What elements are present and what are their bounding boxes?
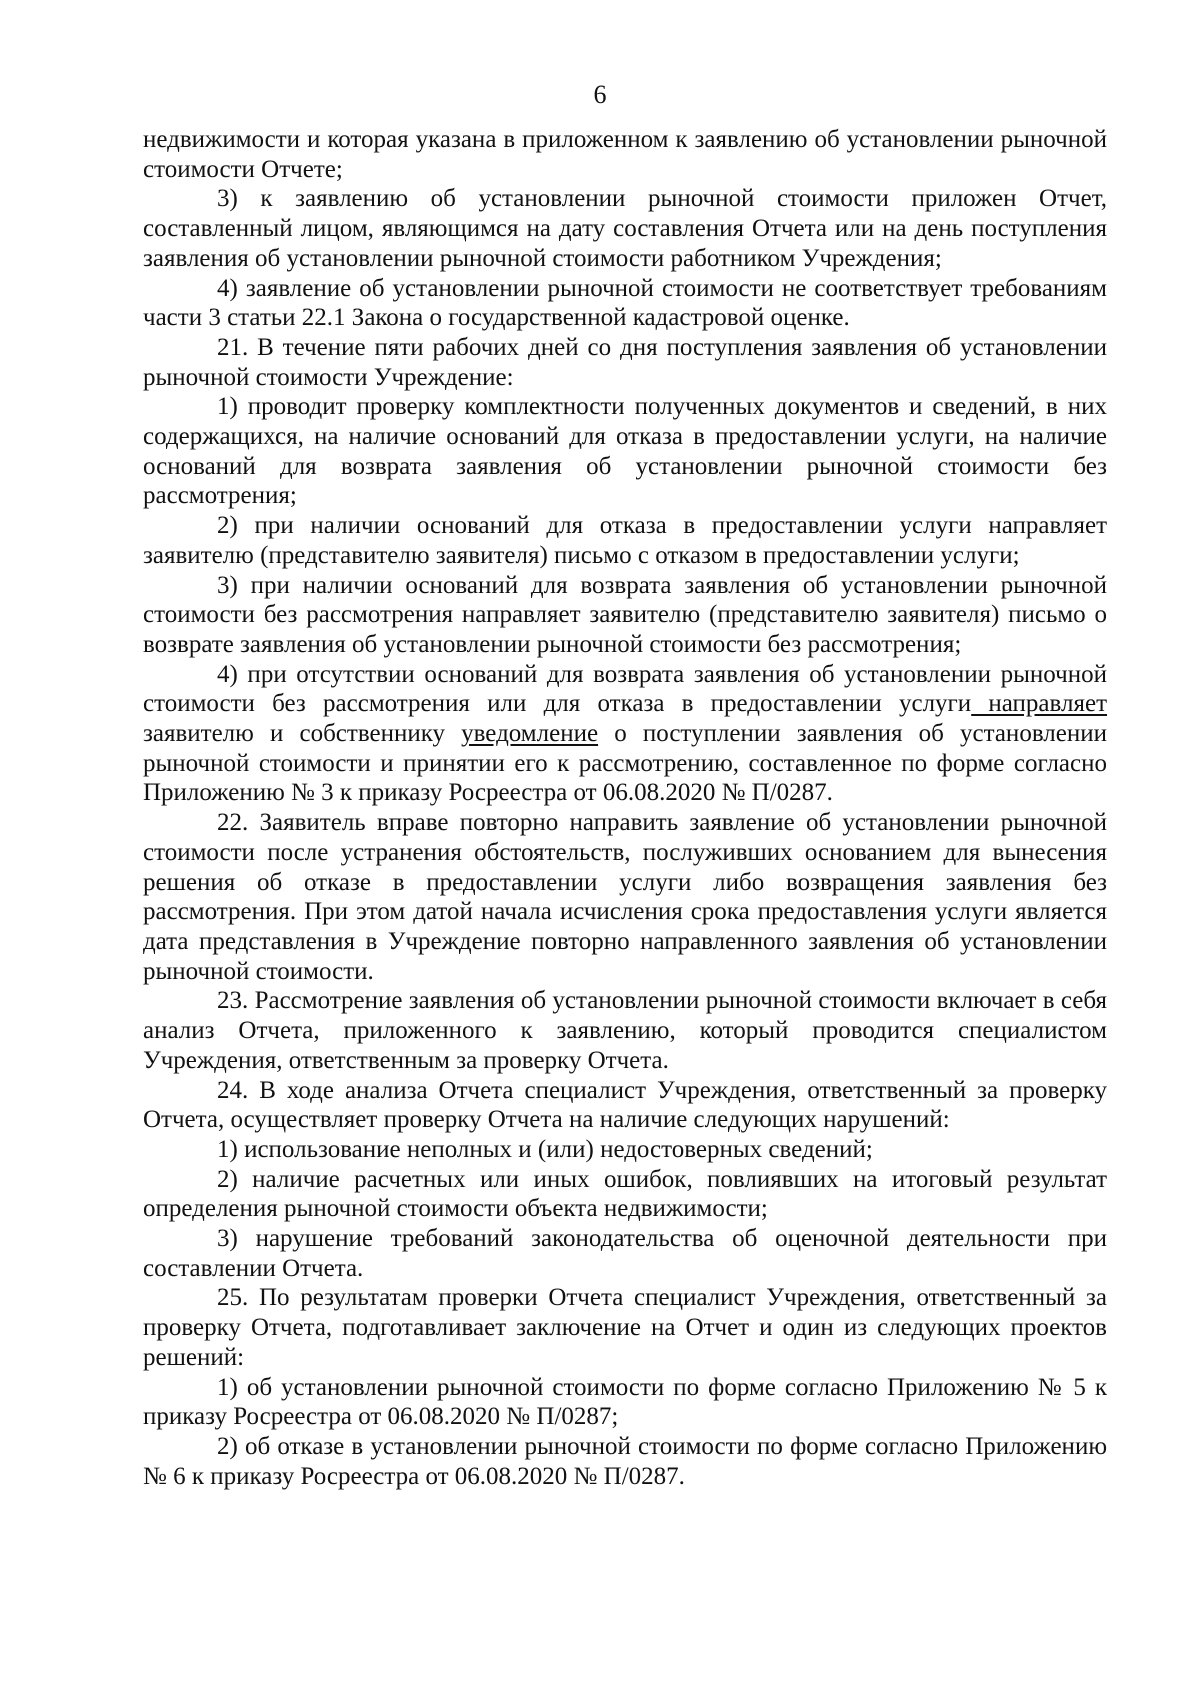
- paragraph-22: 22. Заявитель вправе повторно направить заявление об установлении рыночной стоимости после устранения обстоятельств, послуживших основанием для вынесения решения об отказе в предоставлении услуги либо возвращения заявления без рассмотрения. При этом датой начала исчисления срока предоставления услуги является дата представления в Учреждение повторно направленного заявления об установлении рыночной стоимости.: [143, 809, 1107, 985]
- paragraph-24-item-3: 3) нарушение требований законодательства об оценочной деятельности при составлении Отчета.: [143, 1225, 1107, 1282]
- text-segment: заявителю и собственнику: [143, 720, 462, 748]
- paragraph-21-item-4: [143, 660, 1107, 809]
- paragraph-21-item-2: 2) при наличии оснований для отказа в предоставлении услуги направляет заявителю (представителю заявителя) письмо с отказом в предоставлении услуги;: [143, 512, 1107, 569]
- underlined-text: уведомление: [461, 720, 599, 748]
- paragraph-item-3: 3) к заявлению об установлении рыночной стоимости приложен Отчет, составленный лицом, являющимся на дату составления Отчета или на день поступления заявления об установлении рыночной стоимости работником Учреждения;: [143, 185, 1107, 272]
- page-number: 6: [593, 80, 607, 109]
- paragraph-item-4: 4) заявление об установлении рыночной стоимости не соответствует требованиям части 3 статьи 22.1 Закона о государственной кадастровой оценке.: [143, 274, 1107, 332]
- paragraph-25-item-2: 2) об отказе в установлении рыночной стоимости по форме согласно Приложению № 6 к приказу Росреестра от 06.08.2020 № П/0287.: [143, 1432, 1107, 1490]
- paragraph-24-item-1: 1) использование неполных и (или) недостоверных сведений;: [217, 1135, 873, 1163]
- paragraph-21: 21. В течение пяти рабочих дней со дня поступления заявления об установлении рыночной стоимости Учреждение:: [143, 333, 1107, 391]
- document-body: [143, 125, 1107, 1491]
- paragraph-continuation: недвижимости и которая указана в приложенном к заявлению об установлении рыночной стоимости Отчете;: [143, 126, 1107, 183]
- underlined-text: направляет: [971, 690, 1108, 718]
- paragraph-25-item-1: 1) об установлении рыночной стоимости по форме согласно Приложению № 5 к приказу Росреестра от 06.08.2020 № П/0287;: [143, 1373, 1107, 1431]
- paragraph-23: 23. Рассмотрение заявления об установлении рыночной стоимости включает в себя анализ Отчета, приложенного к заявлению, который проводится специалистом Учреждения, ответственным за проверку Отчета.: [143, 987, 1107, 1074]
- paragraph-21-item-1: 1) проводит проверку комплектности полученных документов и сведений, в них содержащихся, на наличие оснований для отказа в предоставлении услуги, на наличие оснований для возврата заявления об установлении рыночной стоимости без рассмотрения;: [143, 393, 1107, 510]
- text-segment: о поступлении заявления об установлении рыночной стоимости и принятии его к рассмотрению, составленное по форме согласно Приложению № 3 к приказу Росреестра от 06.08.2020 № П/0287.: [143, 720, 1107, 807]
- paragraph-21-item-3: 3) при наличии оснований для возврата заявления об установлении рыночной стоимости без рассмотрения направляет заявителю (представителю заявителя) письмо о возврате заявления об установлении рыночной стоимости без рассмотрения;: [143, 571, 1107, 658]
- paragraph-25: 25. По результатам проверки Отчета специалист Учреждения, ответственный за проверку Отчета, подготавливает заключение на Отчет и один из следующих проектов решений:: [143, 1284, 1107, 1371]
- text-segment: 4) при отсутствии оснований для возврата заявления об установлении рыночной стоимости без рассмотрения или для отказа в предоставлении услуги: [143, 660, 1107, 718]
- paragraph-24: 24. В ходе анализа Отчета специалист Учреждения, ответственный за проверку Отчета, осуществляет проверку Отчета на наличие следующих нарушений:: [143, 1076, 1107, 1134]
- paragraph-24-item-2: 2) наличие расчетных или иных ошибок, повлиявших на итоговый результат определения рыночной стоимости объекта недвижимости;: [143, 1165, 1107, 1223]
